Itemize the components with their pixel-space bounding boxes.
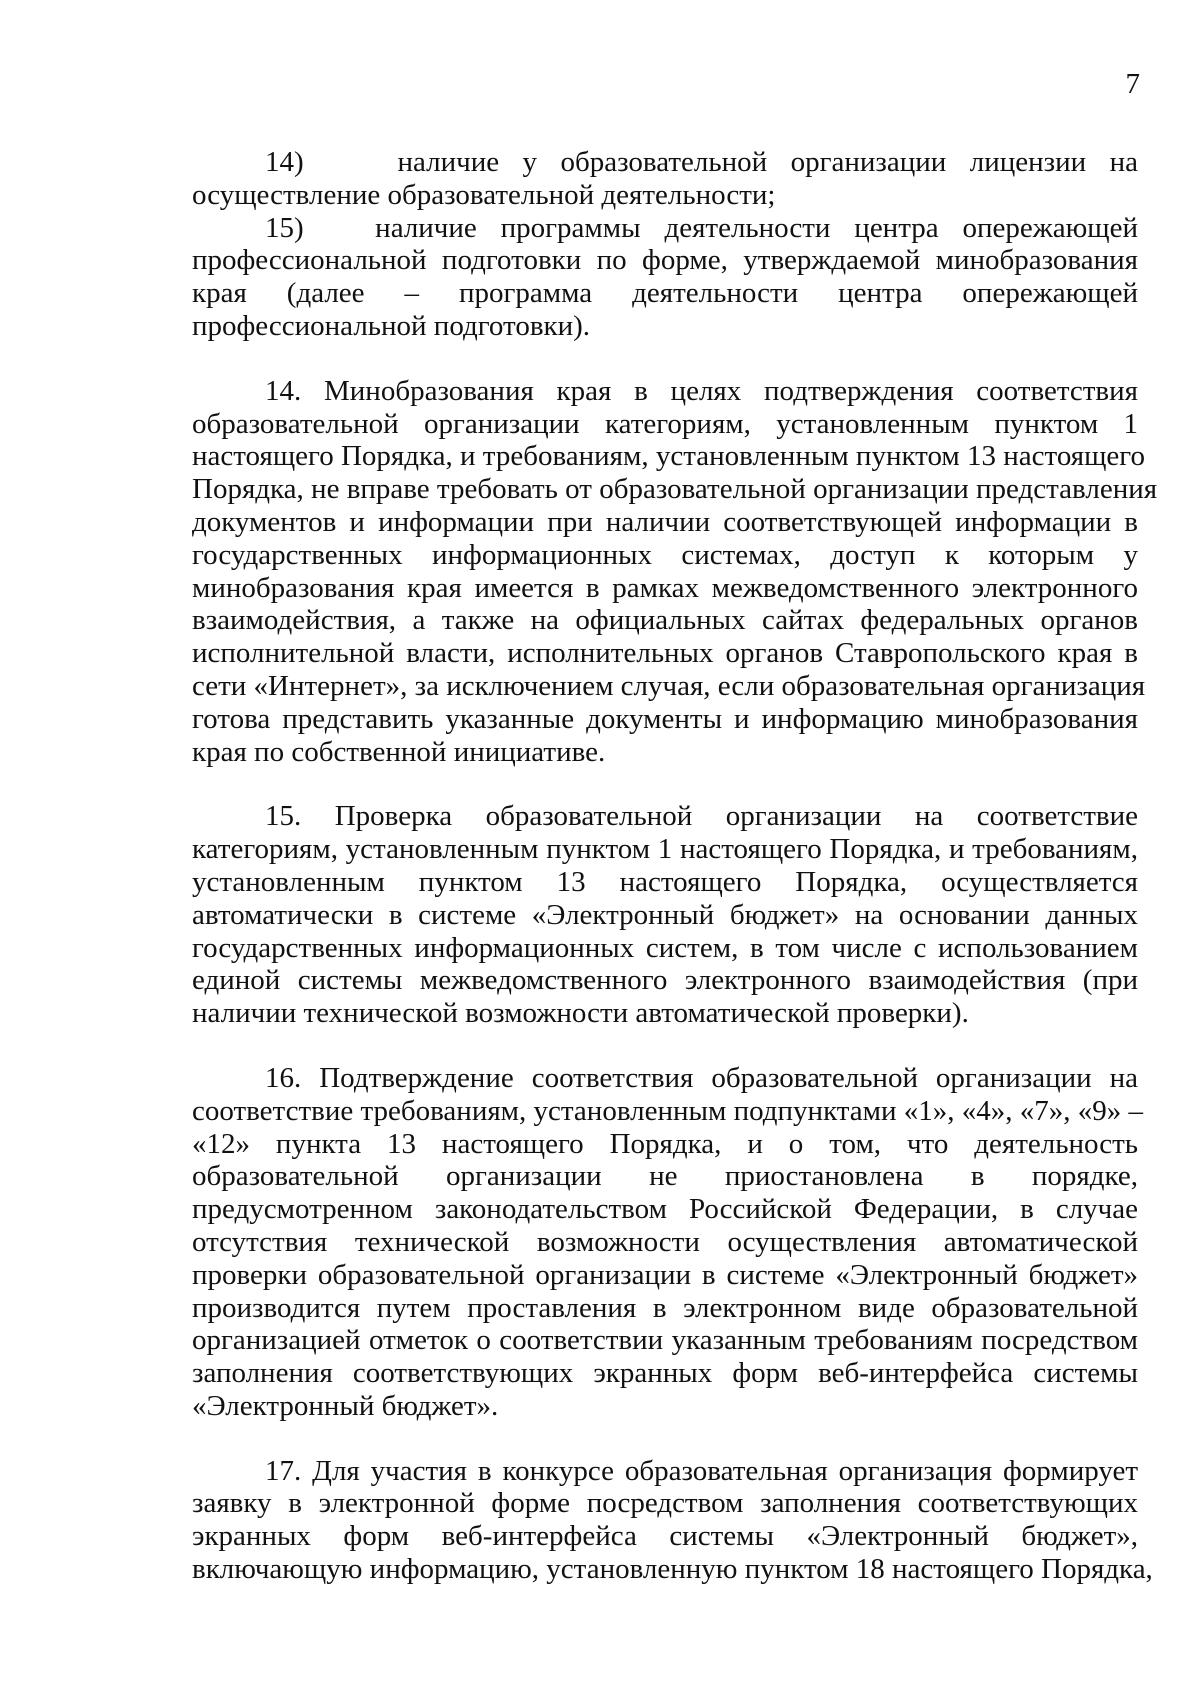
text-line: образовательной организации категориям, установленным пунктом 1 — [192, 407, 1138, 440]
paragraph-gap — [192, 1030, 1138, 1062]
text-line: минобразования края имеется в рамках межведомственного электронного — [192, 571, 1138, 604]
text-line: установленным пунктом 13 настоящего Порядка, осуществляется — [192, 865, 1138, 898]
text-line: включающую информацию, установленную пунктом 18 настоящего Порядка, — [192, 1553, 1153, 1586]
section-paragraph-14 — [192, 374, 1158, 769]
text-line: образовательной организации не приостановлена в порядке, — [192, 1160, 1138, 1193]
text-line: экранных форм веб-интерфейса системы «Электронный бюджет», — [192, 1520, 1138, 1553]
text-line: Порядка, не вправе требовать от образовательной организации представления — [192, 473, 1158, 506]
text-line: взаимодействия, а также на официальных сайтах федеральных органов — [192, 604, 1138, 637]
paragraph-gap — [192, 1423, 1138, 1455]
text-line: категориям, установленным пунктом 1 настоящего Порядка, и требованиям, — [192, 833, 1138, 866]
text-line: края по собственной инициативе. — [192, 735, 606, 768]
text-line: сети «Интернет», за исключением случая, если образовательная организация — [192, 669, 1146, 702]
page-number: 7 — [1125, 68, 1140, 100]
text-line: единой системы межведомственного электронного взаимодействия (при — [192, 964, 1138, 997]
text-line: 14. Минобразования края в целях подтверждения соответствия — [265, 374, 1138, 407]
text-line: «Электронный бюджет». — [192, 1389, 499, 1422]
text-line: 17. Для участия в конкурсе образовательная организация формирует — [265, 1454, 1138, 1487]
text-line: проверки образовательной организации в системе «Электронный бюджет» — [192, 1258, 1138, 1291]
text-line: края (далее – программа деятельности центра опережающей — [192, 277, 1138, 310]
text-line: заполнения соответствующих экранных форм веб-интерфейса системы — [192, 1357, 1138, 1390]
text-line: настоящего Порядка, и требованиям, установленным пунктом 13 настоящего — [192, 440, 1145, 473]
text-line: наличии технической возможности автоматической проверки). — [192, 997, 969, 1030]
text-line: государственных информационных системах, доступ к которым у — [192, 538, 1138, 571]
text-line: 14) наличие у образовательной организации лицензии на — [265, 146, 1138, 178]
text-line: предусмотренном законодательством Российской Федерации, в случае — [192, 1193, 1138, 1226]
text-line: заявку в электронной форме посредством заполнения соответствующих — [192, 1487, 1138, 1520]
text-line: соответствие требованиям, установленным подпунктами «1», «4», «7», «9» – — [192, 1094, 1144, 1127]
text-line: исполнительной власти, исполнительных органов Ставропольского края в — [192, 637, 1138, 670]
paragraph-gap — [192, 768, 1138, 800]
paragraph-gap — [192, 343, 1138, 375]
list-item-15 — [192, 212, 1138, 343]
text-line: 15) наличие программы деятельности центра опережающей — [265, 211, 1138, 244]
text-line: 16. Подтверждение соответствия образовательной организации на — [265, 1061, 1138, 1094]
text-line: 15. Проверка образовательной организации на соответствие — [265, 800, 1138, 833]
section-paragraph-16 — [192, 1061, 1144, 1423]
text-line: профессиональной подготовки). — [192, 309, 591, 342]
text-line: организацией отметок о соответствии указанным требованиям посредством — [192, 1324, 1138, 1357]
text-line: государственных информационных систем, в том числе с использованием — [192, 931, 1138, 964]
text-line: профессиональной подготовки по форме, утверждаемой минобразования — [192, 244, 1138, 277]
list-item-14 — [192, 146, 1138, 212]
text-line: готова представить указанные документы и информацию минобразования — [192, 702, 1138, 735]
text-line: отсутствия технической возможности осуществления автоматической — [192, 1225, 1138, 1258]
text-line: автоматически в системе «Электронный бюджет» на основании данных — [192, 898, 1138, 931]
text-line: документов и информации при наличии соответствующей информации в — [192, 505, 1138, 538]
document-body — [192, 146, 1158, 1586]
section-paragraph-17 — [192, 1454, 1153, 1586]
text-line: производится путем проставления в электронном виде образовательной — [192, 1291, 1138, 1324]
text-line: осуществление образовательной деятельности; — [192, 178, 776, 211]
text-line: «12» пункта 13 настоящего Порядка, и о том, что деятельность — [192, 1127, 1138, 1160]
section-paragraph-15 — [192, 800, 1138, 1030]
